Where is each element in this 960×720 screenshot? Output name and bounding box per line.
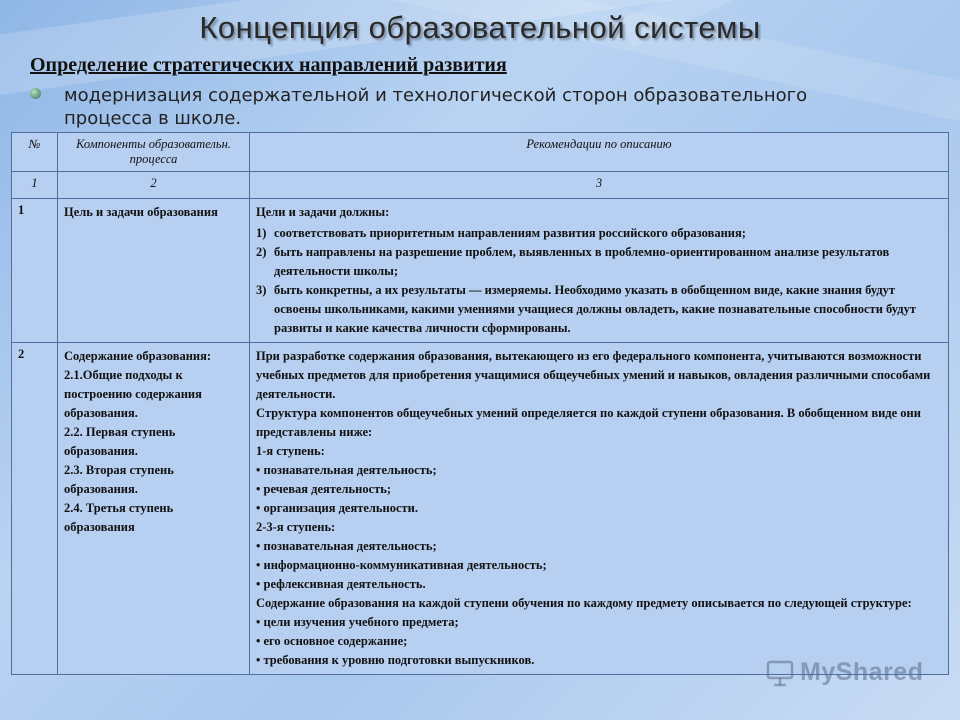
- bullet-icon: [30, 88, 41, 99]
- bullet-point: [30, 84, 910, 130]
- column-number: 2: [58, 172, 250, 199]
- slide-subtitle: Определение стратегических направлений развития: [30, 54, 507, 76]
- item-number: 2): [256, 245, 267, 259]
- row-component: Цель и задачи образования: [58, 199, 250, 343]
- recommendation-line: 2-3-я ступень:: [256, 520, 336, 534]
- table-row: [12, 343, 949, 675]
- recommendation-line: • организация деятельности.: [256, 501, 419, 515]
- item-number: 3): [256, 283, 267, 297]
- component-line: 2.2. Первая ступень образования.: [64, 425, 176, 458]
- recommendation-line: • требования к уровню подготовки выпускников.: [256, 653, 535, 667]
- component-line: 2.4. Третья ступень образования: [64, 501, 174, 534]
- header-recommendations: Рекомендации по описанию: [250, 133, 949, 172]
- recommendation-line: • его основное содержание;: [256, 634, 408, 648]
- table-row: [12, 199, 949, 343]
- row-number: 2: [12, 343, 58, 675]
- recommendations-table: [11, 132, 949, 675]
- bullet-text-line1: модернизация содержательной и технологической сторон образовательного: [64, 85, 808, 106]
- watermark-text: MyShared: [800, 658, 924, 686]
- recommendation-line: • информационно-коммуникативная деятельность;: [256, 558, 547, 572]
- component-line: 2.3. Вторая ступень образования.: [64, 463, 174, 496]
- recommendation-line: • речевая деятельность;: [256, 482, 392, 496]
- recommendation-intro: Цели и задачи должны:: [256, 205, 390, 219]
- component-line: 2.1.Общие подходы к построению содержания образования.: [64, 368, 202, 420]
- item-text: быть направлены на разрешение проблем, выявленных в проблемно-ориентированном анализе результатов деятельности школы;: [274, 245, 890, 278]
- presentation-icon: [766, 659, 794, 687]
- recommendation-line: • рефлексивная деятельность.: [256, 577, 426, 591]
- bullet-text-line2: процесса в школе.: [64, 108, 242, 129]
- column-number: 1: [12, 172, 58, 199]
- recommendation-item: [256, 224, 942, 243]
- row-recommendation: [250, 199, 949, 343]
- component-line: Содержание образования:: [64, 349, 212, 363]
- recommendation-line: Содержание образования на каждой ступени обучения по каждому предмету описывается по следующей структуре:: [256, 596, 912, 610]
- table-header-row: [12, 133, 949, 172]
- recommendation-line: Структура компонентов общеучебных умений определяется по каждой ступени образования. В обобщенном виде они представлены ниже:: [256, 406, 921, 439]
- slide-title: Концепция образовательной системы: [199, 10, 761, 45]
- column-number: 3: [250, 172, 949, 199]
- header-components: Компоненты образовательн. процесса: [58, 133, 250, 172]
- recommendation-line: • познавательная деятельность;: [256, 463, 437, 477]
- row-recommendation: [250, 343, 949, 675]
- recommendation-item: [256, 243, 942, 281]
- row-component: [58, 343, 250, 675]
- recommendation-list: [256, 224, 942, 338]
- header-number: №: [12, 133, 58, 172]
- item-number: 1): [256, 226, 267, 240]
- recommendation-line: • познавательная деятельность;: [256, 539, 437, 553]
- column-number-row: [12, 172, 949, 199]
- item-text: быть конкретны, а их результаты — измеряемы. Необходимо указать в обобщенном виде, какие знания будут освоены школьниками, какими умениями учащиеся должны овладеть, какие познавательные способности будут развиты и какие качества личности сформированы.: [274, 283, 916, 335]
- recommendation-line: 1-я ступень:: [256, 444, 325, 458]
- watermark-logo: [766, 658, 923, 687]
- item-text: соответствовать приоритетным направлениям развития российского образования;: [274, 226, 746, 240]
- recommendation-item: [256, 281, 942, 338]
- recommendation-line: • цели изучения учебного предмета;: [256, 615, 459, 629]
- recommendation-line: При разработке содержания образования, вытекающего из его федерального компонента, учитываются возможности учебных предметов для приобретения учащимися общеучебных умений и навыков, овладения различными способами деятельности.: [256, 349, 931, 401]
- row-number: 1: [12, 199, 58, 343]
